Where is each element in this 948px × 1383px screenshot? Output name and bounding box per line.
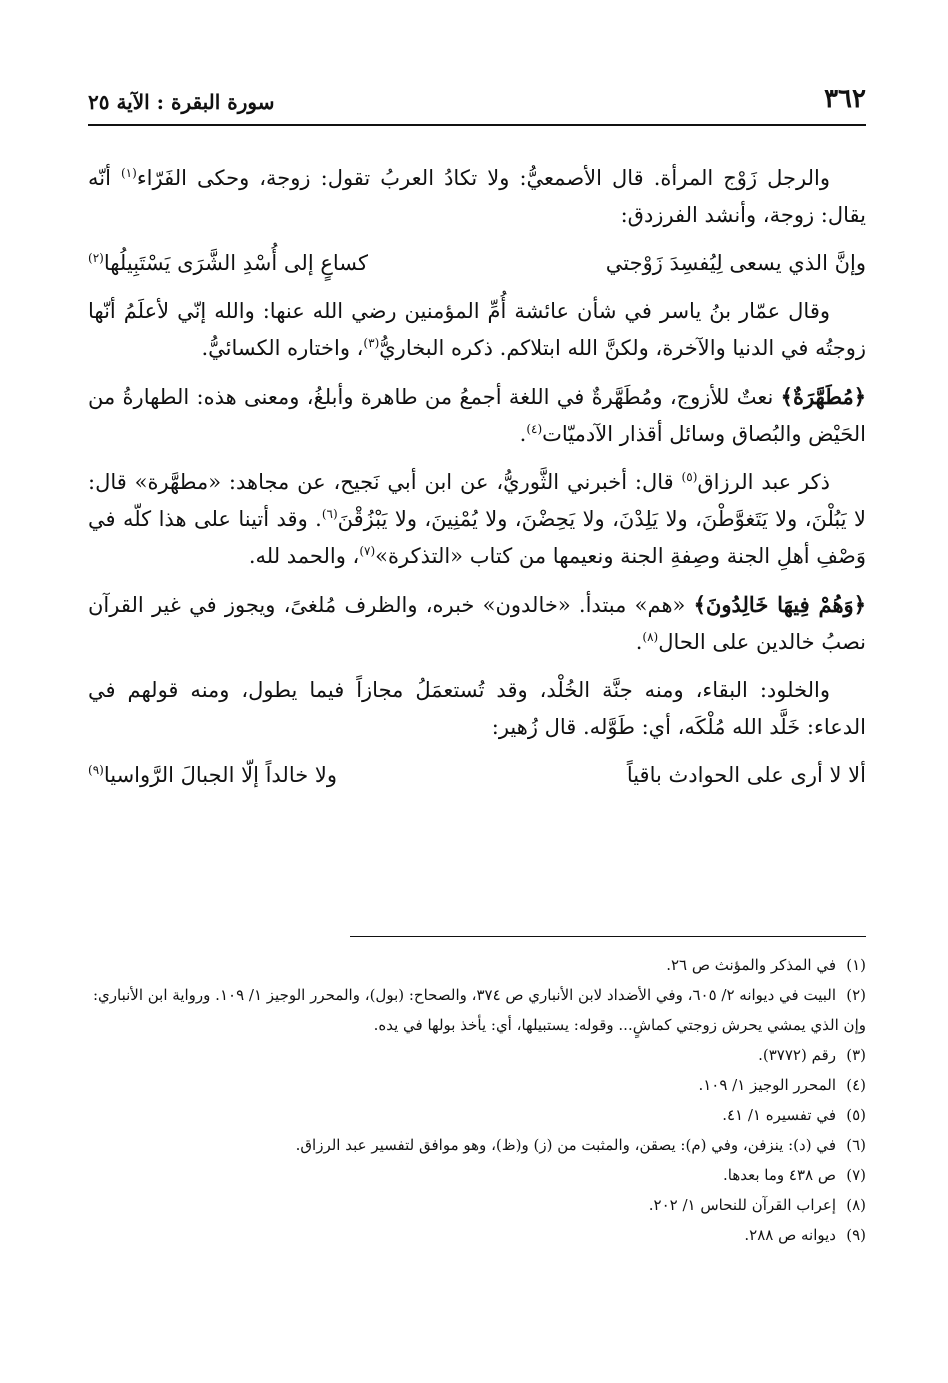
footnote-ref: (٩) [88, 763, 104, 777]
running-head: سورة البقرة : الآية ٢٥ [88, 90, 275, 114]
verse-first-hemistich: وإنَّ الذي يسعى لِيُفسِدَ زَوْجتي [605, 251, 866, 275]
quran-quote: ﴿مُطَهَّرَةٌ﴾ [780, 384, 866, 409]
footnote-rule [350, 936, 866, 937]
verse-second-hemistich: ولا خالداً إلّا الجبالَ الرَّواسيا$^{(٩)}$ [88, 763, 338, 787]
poetry-verse [88, 245, 866, 282]
paragraph: والخلود: البقاء، ومنه جنَّة الخُلْد، وقد تُستعمَلُ مجازاً فيما يطول، ومنه قولهم في الدعاء: خَلَّد الله مُلْكَه، أي: طَوَّله. قال زُهير: [88, 678, 866, 739]
footnote: (٢)البيت في ديوانه ٢/ ٦٠٥، وفي الأضداد لابن الأنباري ص ٣٧٤، والصحاح: (بول)، والمحرر الوجيز ١/ ١٠٩. ورواية ابن الأنباري: وإن الذي يمشي يحرش زوجتي كماشٍ... وقوله: يستبيلها، أي: يأخذ بولها في يده. [92, 986, 866, 1034]
footnote-ref: (٨) [642, 630, 659, 644]
footnote-ref: (٢) [88, 251, 104, 265]
paragraph: ذكر عبد الرزاق$^{(٥)}$ قال: أخبرني الثَّوريُّ، عن ابن أبي نَجيح، عن مجاهد: «مطهَّرة» قال: لا يَبُلْنَ، ولا يَتَغوَّطْنَ، ولا يَلِدْنَ، ولا يَحِضْنَ، ولا يُمْنِينَ، ولا يَبْزُقْنَ$^{(٦)}$. وقد أتينا على هذا كلّه في وَصْفِ أهلِ الجنة وصِفةِ الجنة ونعيمها من كتاب «التذكرة»$^{(٧)}$، والحمد لله. [88, 470, 866, 568]
footnote: (٤)المحرر الوجيز ١/ ١٠٩. [698, 1076, 866, 1094]
quran-quote: ﴿وَهُمْ فِيهَا خَالِدُونَ﴾ [693, 592, 866, 617]
footnote-ref: (٦) [321, 507, 338, 521]
header-rule [88, 124, 866, 126]
poetry-verse [88, 757, 866, 794]
footnote: (٧)ص ٤٣٨ وما بعدها. [723, 1166, 866, 1184]
footnotes [88, 950, 866, 1250]
footnote-ref: (٤) [526, 422, 543, 436]
footnote: (٥)في تفسيره ١/ ٤١. [722, 1106, 866, 1124]
paragraph: ﴿وَهُمْ فِيهَا خَالِدُونَ﴾ «هم» مبتدأ. «خالدون» خبره، والظرف مُلغىً، ويجوز في غير القرآن نصبُ خالدين على الحال$^{(٨)}$. [88, 592, 866, 654]
footnote: (٣)رقم (٣٧٧٢). [758, 1046, 866, 1064]
footnote-ref: (٥) [681, 470, 698, 484]
main-text [88, 160, 866, 805]
verse-second-hemistich: كساعٍ إلى أُسْدِ الشَّرَى يَسْتَبِيلُها$^{(٢)}$ [88, 251, 368, 275]
footnote: (١)في المذكر والمؤنث ص ٢٦. [666, 956, 866, 974]
footnote: (٦)في (د): ينزفن، وفي (م): يصقن، والمثبت من (ز) و(ظ)، وهو موافق لتفسير عبد الرزاق. [295, 1136, 866, 1154]
paragraph: ﴿مُطَهَّرَةٌ﴾ نعتٌ للأزوج، ومُطَهَّرةٌ في اللغة أجمعُ من طاهرة وأبلغُ، ومعنى هذه: الطهارةُ من الحَيْض والبُصاق وسائل أقذار الآدميّات$^{(٤)}$. [88, 384, 866, 446]
paragraph: وقال عمّار بنُ ياسر في شأن عائشة أُمِّ المؤمنين رضي الله عنها: والله إنّي لأعلَمُ أنّها زوجتُه في الدنيا والآخرة، ولكنَّ الله ابتلاكم. ذكره البخاريُّ$^{(٣)}$، واختاره الكسائيُّ. [88, 299, 866, 360]
footnote-ref: (٣) [363, 336, 380, 350]
footnote-ref: (٧) [359, 544, 376, 558]
footnote: (٨)إعراب القرآن للنحاس ١/ ٢٠٢. [648, 1196, 866, 1214]
paragraph: والرجل زَوْج المرأة. قال الأصمعيُّ: ولا تكادُ العربُ تقول: زوجة، وحكى الفَرّاء$^{(١)}$ أنّه يقال: زوجة، وأنشد الفرزدق: [88, 166, 866, 227]
page-header [88, 84, 866, 124]
footnote: (٩)ديوانه ص ٢٨٨. [744, 1226, 866, 1244]
verse-first-hemistich: ألا لا أرى على الحوادث باقياً [626, 763, 866, 787]
footnote-ref: (١) [120, 166, 137, 180]
page-number: ٣٦٢ [824, 84, 866, 114]
